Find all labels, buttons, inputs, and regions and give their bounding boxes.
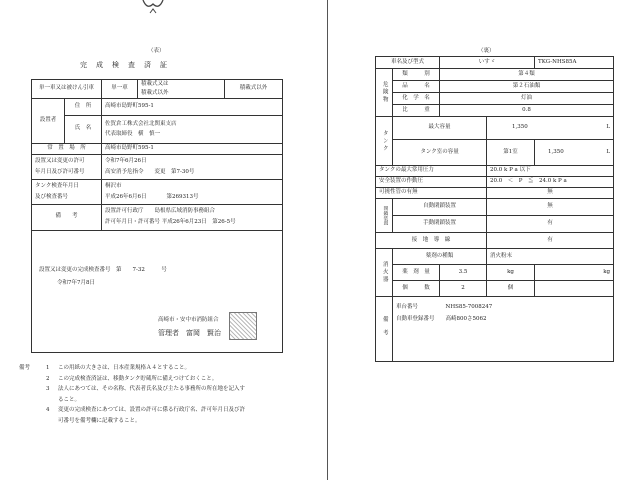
hazmat-group-label: 危険物 xyxy=(376,69,393,117)
registration-number: 自動車登録番号 高崎800さ5062 xyxy=(396,316,487,323)
hazmat-sg-value: 0.8 xyxy=(440,105,614,117)
tank-max-cell xyxy=(487,117,614,140)
place-value: 高崎市島野町595-1 xyxy=(102,143,283,154)
completion-date: 令和7年7月8日 xyxy=(57,280,95,286)
closure-group-label: 閉鎖装置 xyxy=(376,199,393,233)
permit-value: 令和7年6月26日 高安消予危指令 変更 第7-30号 xyxy=(102,154,283,179)
spec-table xyxy=(375,56,614,362)
closure-manual-label: 手動閉鎖装置 xyxy=(393,216,487,233)
notes-list xyxy=(46,366,245,429)
tank-room-number: 第1室 xyxy=(487,140,535,166)
issuer-organization: 高崎市・安中市消防組合 xyxy=(158,317,219,323)
chassis-number: 車台番号 NHS85-7008247 xyxy=(396,304,493,310)
note-text: ること。 xyxy=(58,396,81,403)
ground-wire-value: 有 xyxy=(487,233,614,249)
remarks-group-label: 備考 xyxy=(376,297,393,362)
hazmat-class-value: 第４類 xyxy=(440,69,614,81)
note-item xyxy=(46,419,245,430)
hazmat-class-label: 類 別 xyxy=(393,69,440,81)
usage-value: 単一車 xyxy=(102,80,138,99)
flexible-pipe-value: 無 xyxy=(487,188,614,199)
tank-group-label: タンク xyxy=(376,117,393,166)
usage-options: 積載式又は 積載式以外 xyxy=(138,80,225,99)
remarks-content xyxy=(393,297,614,362)
tank-room-label: タンク室の容量 xyxy=(393,140,487,166)
usage-selected: 積載式以外 xyxy=(225,80,283,99)
hazmat-chem-label: 化 学 名 xyxy=(393,93,440,105)
hazmat-name-label: 品 名 xyxy=(393,81,440,93)
extinguisher-amount-value: 3.5 xyxy=(440,265,487,281)
official-seal xyxy=(229,312,257,340)
remarks-label: 備 考 xyxy=(32,204,102,230)
remarks-value: 設置許可行政庁 島根県広域消防事務組合 許可年月日・許可番号 平成26年6月23日 第26-5号 xyxy=(102,204,283,230)
note-text: 変更の完成検査にあつては、設置の許可に係る行政庁名、許可年月日及び許 xyxy=(58,407,246,413)
address-label: 住 所 xyxy=(65,98,102,115)
tank-room-value: 1,350 xyxy=(548,148,564,155)
tank-room-unit: L xyxy=(606,148,611,155)
hazmat-chem-value: 灯油 xyxy=(440,93,614,105)
completion-number: 設置又は変更の完成検査番号 第 7-32 号 xyxy=(39,267,167,273)
vehicle-maker: いすゞ xyxy=(440,57,535,69)
document-title: 完 成 検 査 済 証 xyxy=(80,61,168,69)
notes-label: 備考 xyxy=(19,365,31,371)
vehicle-label: 車名及び型式 xyxy=(376,57,440,69)
closure-manual-value: 有 xyxy=(487,216,614,233)
closure-auto-label: 自動閉鎖装置 xyxy=(393,199,487,216)
pressure-max-label: タンクの最大常用圧力 xyxy=(376,166,487,177)
extinguisher-amount-unit-2: kg xyxy=(535,265,614,281)
flexible-pipe-label: 可撓性管の有無 xyxy=(376,188,487,199)
extinguisher-type-label: 薬剤の種類 xyxy=(393,249,487,265)
annex-back-label: （裏） xyxy=(478,48,495,54)
hazmat-name-value: 第２石油類 xyxy=(440,81,614,93)
note-text: 可番号を備考欄に記載すること。 xyxy=(58,417,141,424)
note-number: 4 xyxy=(46,407,50,413)
extinguisher-count-label: 個 数 xyxy=(393,281,440,297)
extinguisher-group-label: 消火器 xyxy=(376,249,393,297)
applicant-group-label: 設置者 xyxy=(32,98,65,143)
issuer-name: 管理者 富岡 賢治 xyxy=(158,329,221,337)
note-number: 2 xyxy=(46,375,50,382)
ground-wire-label: 接 地 導 線 xyxy=(376,233,487,249)
permit-label: 設置又は変更の許可 年月日及び許可番号 xyxy=(32,154,102,179)
tank-max-value: 1,350 xyxy=(512,124,528,131)
tank-max-label: 最大容量 xyxy=(393,117,487,140)
name-label: 氏 名 xyxy=(65,115,102,143)
extinguisher-count-value: 2 xyxy=(440,281,487,297)
address-value: 高崎市島野町595-1 xyxy=(102,98,283,115)
place-label: 常 置 場 所 xyxy=(32,143,102,154)
tank-inspection-label: タンク検査年月日 及び検査番号 xyxy=(32,179,102,204)
extinguisher-amount-label: 薬 剤 量 xyxy=(393,265,440,281)
extinguisher-count-unit: 個 xyxy=(487,281,535,297)
usage-label: 単一車又は被けん引車 xyxy=(32,80,102,99)
safety-valve-label: 安全装置の作動圧 xyxy=(376,177,487,188)
safety-valve-value: 20.0 ＜ P ≦ 24.0 k P a xyxy=(487,177,614,188)
note-text: この完成検査済証は、移動タンク貯蔵所に備えつけておくこと。 xyxy=(58,375,218,382)
extinguisher-type-value: 消火粉末 xyxy=(487,249,614,265)
binding-mark-icon xyxy=(141,0,165,16)
note-text: 法人にあつては、その名称、代表者氏名及び主たる事務所の所在地を記入す xyxy=(58,386,246,392)
annex-front-label: （表） xyxy=(148,48,165,54)
note-number: 3 xyxy=(46,386,50,392)
tank-inspection-value: 桐沢市 平成26年6月6日 第269313号 xyxy=(102,179,283,204)
tank-room-cell xyxy=(535,140,614,166)
note-text: この用紙の大きさは、日本産業規格Ａ４とすること。 xyxy=(58,365,191,371)
tank-max-unit: L xyxy=(606,124,611,131)
name-value: 佐賀倉工株式会社北関東支店 代表取締役 横 慎一 xyxy=(102,115,283,143)
page-divider xyxy=(327,0,328,480)
extinguisher-amount-unit: kg xyxy=(487,265,535,281)
vehicle-model: TKG-NHS85A xyxy=(535,57,614,69)
pressure-max-value: 20.0 k P a 以下 xyxy=(487,166,614,177)
note-number: 1 xyxy=(46,365,50,371)
hazmat-sg-label: 比 重 xyxy=(393,105,440,117)
closure-auto-value: 無 xyxy=(487,199,614,216)
